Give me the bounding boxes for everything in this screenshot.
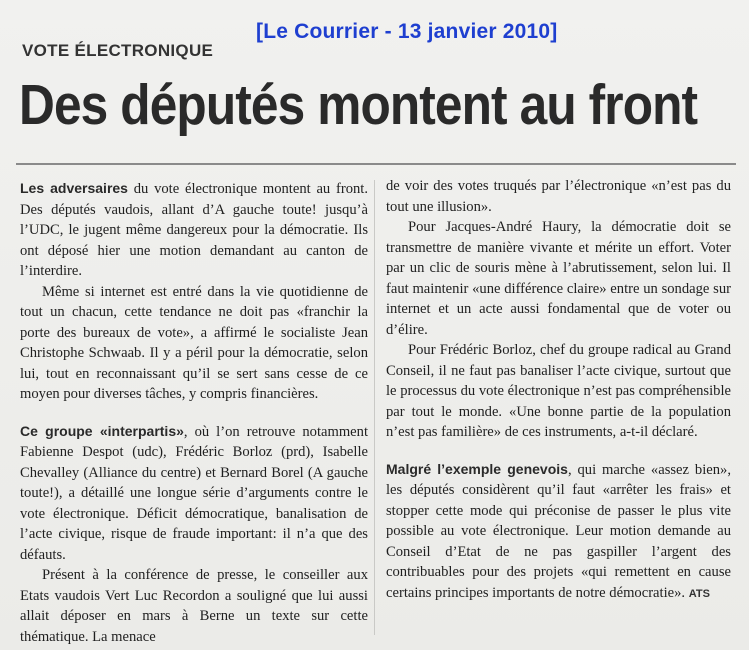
paragraph-lead-in: Les adversaires [20,180,128,196]
paragraph: de voir des votes truqués par l’électronique «n’est pas du tout une illusion». [386,178,731,215]
source-label: [Le Courrier - 13 janvier 2010] [256,20,558,43]
paragraph-text: , où l’on retrouve notamment Fabienne Despot (udc), Frédéric Borloz (prd), Isabelle Chevalley (Alliance du centre) et Bernard Borel (A gauche toute!), a détaillé une longue série d’arguments contre le vote électronique. Déficit démocratique, banalisation de l’acte civique, risque de fraude important: il n’a que des défauts. [20,423,369,563]
left-column [20,178,368,647]
paragraph: Même si internet est entré dans la vie quotidienne de tout un chacun, cette tendance ne doit pas «franchir la porte des bureaux de vote», a affirmé le socialiste Jean Christophe Schwaab. Il y a péril pour la démocratie, selon lui, tout en reconnaissant qu’il se sert sans cesse de ce moyen pour diverses tâches, y compris financières. [20,283,368,402]
agency-credit: ATS [688,587,710,600]
paragraph: Présent à la conférence de presse, le conseiller aux Etats vaudois Vert Luc Recordon a souligné que lui aussi allait déposer en mars à Berne un texte sur cette thématique. La menace [20,567,368,645]
article-headline: Des députés montent au front [19,73,698,137]
section-rubric: VOTE ÉLECTRONIQUE [22,41,214,60]
paragraph: Pour Frédéric Borloz, chef du groupe radical au Grand Conseil, il ne faut pas banaliser l’acte civique, surtout que le processus du vote électronique n’est pas compréhensible par tout le monde. «Une bonne partie de la population n’est pas familière» de ces instruments, a-t-il déclaré. [386,342,731,440]
paragraph: Pour Jacques-André Haury, la démocratie doit se transmettre de manière vivante et mérite un effort. Voter par un clic de souris mène à l’abrutissement, selon lui. Il faut maintenir «une différence claire» entre un sondage sur internet et un acte aussi fondamental que de voter ou d’élire. [386,219,731,338]
headline-divider [16,163,736,165]
paragraph [386,459,731,605]
paragraph-lead-in: Malgré l’exemple genevois [386,460,568,477]
paragraph-text: , qui marche «assez bien», les députés considèrent qu’il faut «arrêter les frais» et stopper cette mode qui préconise de passer le plus vite possible au vote électronique. Leur motion demande au Conseil d’Etat de ne pas gaspiller l’argent des contribuables pour des projets «qui remettent en cause certains principes importants de notre démocratie». [386,461,731,601]
paragraph-lead-in: Ce groupe «interpartis» [20,422,184,439]
paragraph [20,421,368,566]
paragraph-text: du vote électronique montent au front. Des députés vaudois, allant d’A gauche toute! jusqu’à l’UDC, le jugent même dangereux pour la démocratie. Ils ont déposé hier une motion demandant au canton de l’interdire. [20,181,368,279]
paragraph [20,178,368,282]
column-gutter [374,180,375,635]
right-column [386,176,731,604]
